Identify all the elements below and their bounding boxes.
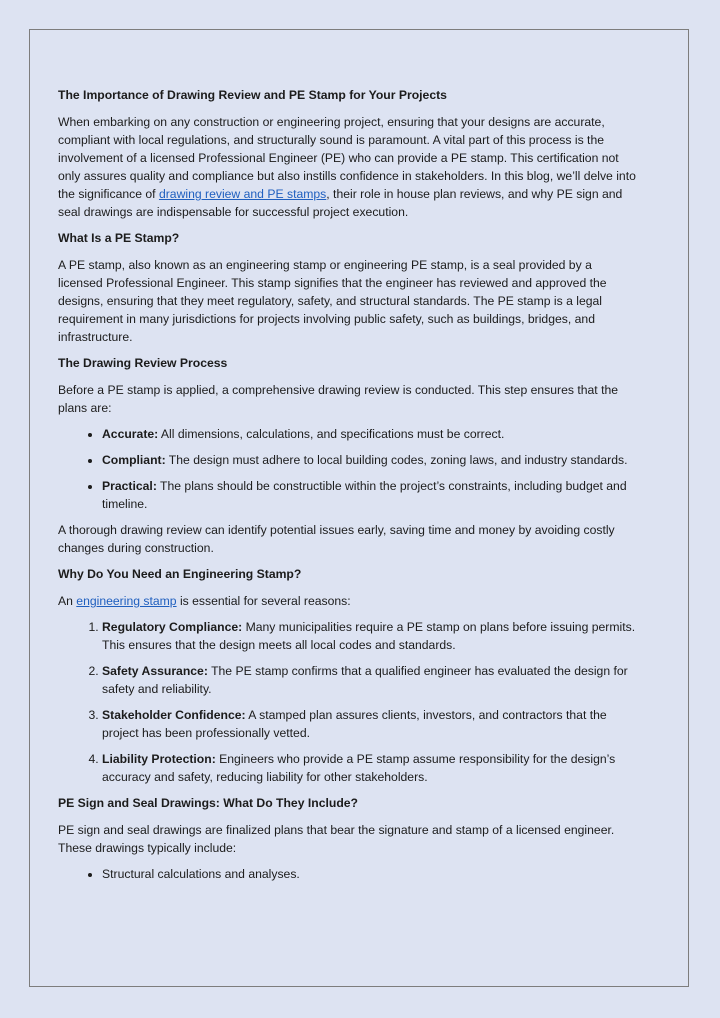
section-intro-engineering-stamp <box>58 592 638 610</box>
section-heading-pe-stamp: What Is a PE Stamp? <box>58 231 180 245</box>
list-item <box>102 750 638 786</box>
list-item <box>102 477 638 513</box>
section-outro-review-process: A thorough drawing review can identify potential issues early, saving time and money by avoiding costly changes during construction. <box>58 523 615 555</box>
list-item-term: Safety Assurance: <box>102 664 208 678</box>
intro-text-before-link: When embarking on any construction or engineering project, ensuring that your designs are accurate, compliant with local regulations, and structurally sound is paramount. A vital part of this process is the involvement of a licensed Professional Engineer (PE) who can provide a PE stamp. This certification not only assures quality and compliance but also instills confidence in stakeholders. In this blog, we’ll delve into the significance of <box>58 115 636 201</box>
intro-text-after-link: , their role in house plan reviews, and why PE sign and seal drawings are indispensable for successful project execution. <box>58 187 623 219</box>
list-item-text: The plans should be constructible within the project’s constraints, including budget and timeline. <box>102 479 627 511</box>
list-item <box>102 706 638 742</box>
document-content <box>58 86 638 891</box>
drawing-review-link[interactable]: drawing review and PE stamps <box>158 187 327 201</box>
list-item <box>102 451 638 469</box>
section-intro-sign-seal: PE sign and seal drawings are finalized plans that bear the signature and stamp of a licensed engineer. These drawings typically include: <box>58 823 615 855</box>
list-item-term: Accurate: <box>102 427 159 441</box>
list-item-text: Engineers who provide a PE stamp assume responsibility for the design’s accuracy and safety, reducing liability for other stakeholders. <box>102 752 616 784</box>
section-heading-sign-seal: PE Sign and Seal Drawings: What Do They Include? <box>58 796 358 810</box>
section-heading-review-process: The Drawing Review Process <box>58 356 228 370</box>
engineering-stamp-link[interactable]: engineering stamp <box>76 594 177 608</box>
list-item <box>102 662 638 698</box>
document-title: The Importance of Drawing Review and PE Stamp for Your Projects <box>58 88 447 102</box>
sign-seal-list <box>58 865 638 883</box>
list-item-text: Many municipalities require a PE stamp on plans before issuing permits. This ensures that the design meets all local codes and standards. <box>102 620 636 652</box>
list-item-text: The design must adhere to local building codes, zoning laws, and industry standards. <box>165 453 628 467</box>
list-item <box>102 618 638 654</box>
review-criteria-list <box>58 425 638 513</box>
list-item-term: Practical: <box>102 479 157 493</box>
list-item-term: Stakeholder Confidence: <box>102 708 246 722</box>
section-intro-review-process: Before a PE stamp is applied, a comprehensive drawing review is conducted. This step ensures that the plans are: <box>58 383 619 415</box>
list-item-text: All dimensions, calculations, and specifications must be correct. <box>158 427 505 441</box>
list-item-term: Liability Protection: <box>102 752 216 766</box>
section-heading-engineering-stamp: Why Do You Need an Engineering Stamp? <box>58 567 302 581</box>
list-item <box>102 425 638 443</box>
intro-text-before-link: An <box>58 594 77 608</box>
intro-text-after-link: is essential for several reasons: <box>176 594 351 608</box>
list-item-term: Compliant: <box>102 453 166 467</box>
list-item-term: Regulatory Compliance: <box>102 620 243 634</box>
reasons-list <box>58 618 638 786</box>
list-item: • Structural calculations and analyses. <box>102 865 638 883</box>
intro-paragraph <box>58 113 638 221</box>
list-item-text: A stamped plan assures clients, investors, and contractors that the project has been professionally vetted. <box>102 708 607 740</box>
list-item-text: The PE stamp confirms that a qualified engineer has evaluated the design for safety and reliability. <box>102 664 628 696</box>
section-body-pe-stamp: A PE stamp, also known as an engineering stamp or engineering PE stamp, is a seal provided by a licensed Professional Engineer. This stamp signifies that the engineer has reviewed and approved the designs, ensuring that they meet regulatory, safety, and structural standards. The PE stamp is a legal requirement in many jurisdictions for projects involving public safety, such as buildings, bridges, and infrastructure. <box>58 258 607 344</box>
